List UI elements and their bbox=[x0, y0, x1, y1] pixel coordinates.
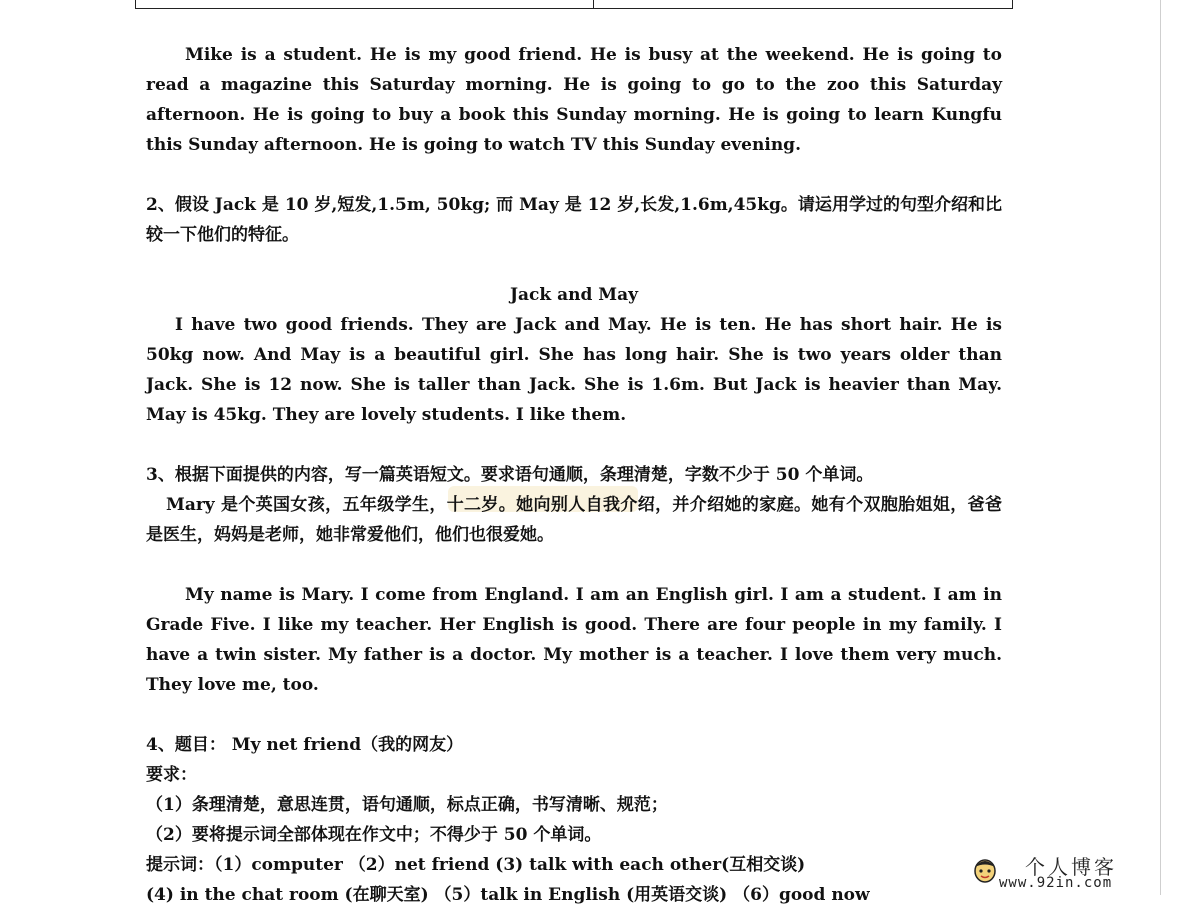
task-3-detail: Mary 是个英国女孩，五年级学生，十二岁。她向别人自我介绍，并介绍她的家庭。她有个双胞胎姐姐，爸爸是医生，妈妈是老师，她非常爱他们，他们也很爱她。 bbox=[146, 495, 1002, 545]
task-3-prompt: 3、根据下面提供的内容，写一篇英语短文。要求语句通顺，条理清楚，字数不少于 50 个单词。 bbox=[146, 465, 874, 485]
task-4-hints-line-1: 提示词：（1）computer （2）net friend (3) talk with each other(互相交谈) bbox=[146, 855, 806, 875]
task-4-requirement-1: （1）条理清楚，意思连贯，语句通顺，标点正确，书写清晰、规范； bbox=[146, 795, 668, 815]
page-border bbox=[1160, 0, 1161, 895]
essay-mary: My name is Mary. I come from England. I am an English girl. I am a student. I am in Grade Five. I like my teacher. Her English is good. There are four people in my family. I have a twin sister. My father is a doctor. My mother is a teacher. I love them very much. They love me, too. bbox=[146, 585, 1002, 695]
essay-jack-and-may: I have two good friends. They are Jack and May. He is ten. He has short hair. He is 50kg now. And May is a beautiful girl. She has long hair. She is two years older than Jack. She is 12 now. She is taller than Jack. She is 1.6m. But Jack is heavier than May. May is 45kg. They are lovely students. I like them. bbox=[146, 315, 1002, 425]
document-body bbox=[146, 40, 1002, 910]
task-4-title: 4、题目： My net friend（我的网友） bbox=[146, 735, 464, 755]
watermark-title: 个人博客 bbox=[1025, 855, 1117, 879]
task-4-requirements-label: 要求： bbox=[146, 765, 197, 785]
site-watermark bbox=[973, 853, 1163, 891]
task-4-hints-line-2: (4) in the chat room (在聊天室) （5）talk in English (用英语交谈) （6）good now bbox=[146, 885, 870, 905]
essay-title-jack-and-may: Jack and May bbox=[510, 285, 638, 305]
cartoon-face-icon bbox=[973, 857, 997, 883]
passage-mike: Mike is a student. He is my good friend. He is busy at the weekend. He is going to read a magazine this Saturday morning. He is going to go to the zoo this Saturday afternoon. He is going to buy a book this Sunday morning. He is going to learn Kungfu this Sunday afternoon. He is going to watch TV this Sunday evening. bbox=[146, 45, 1002, 155]
table-bottom-edge bbox=[135, 0, 1013, 9]
watermark-url: www.92in.com bbox=[999, 875, 1113, 891]
task-2-prompt: 2、假设 Jack 是 10 岁,短发,1.5m, 50kg; 而 May 是 12 岁,长发,1.6m,45kg。请运用学过的句型介绍和比较一下他们的特征。 bbox=[146, 195, 1002, 245]
table-column-divider bbox=[593, 0, 594, 8]
task-4-requirement-2: （2）要将提示词全部体现在作文中；不得少于 50 个单词。 bbox=[146, 825, 602, 845]
